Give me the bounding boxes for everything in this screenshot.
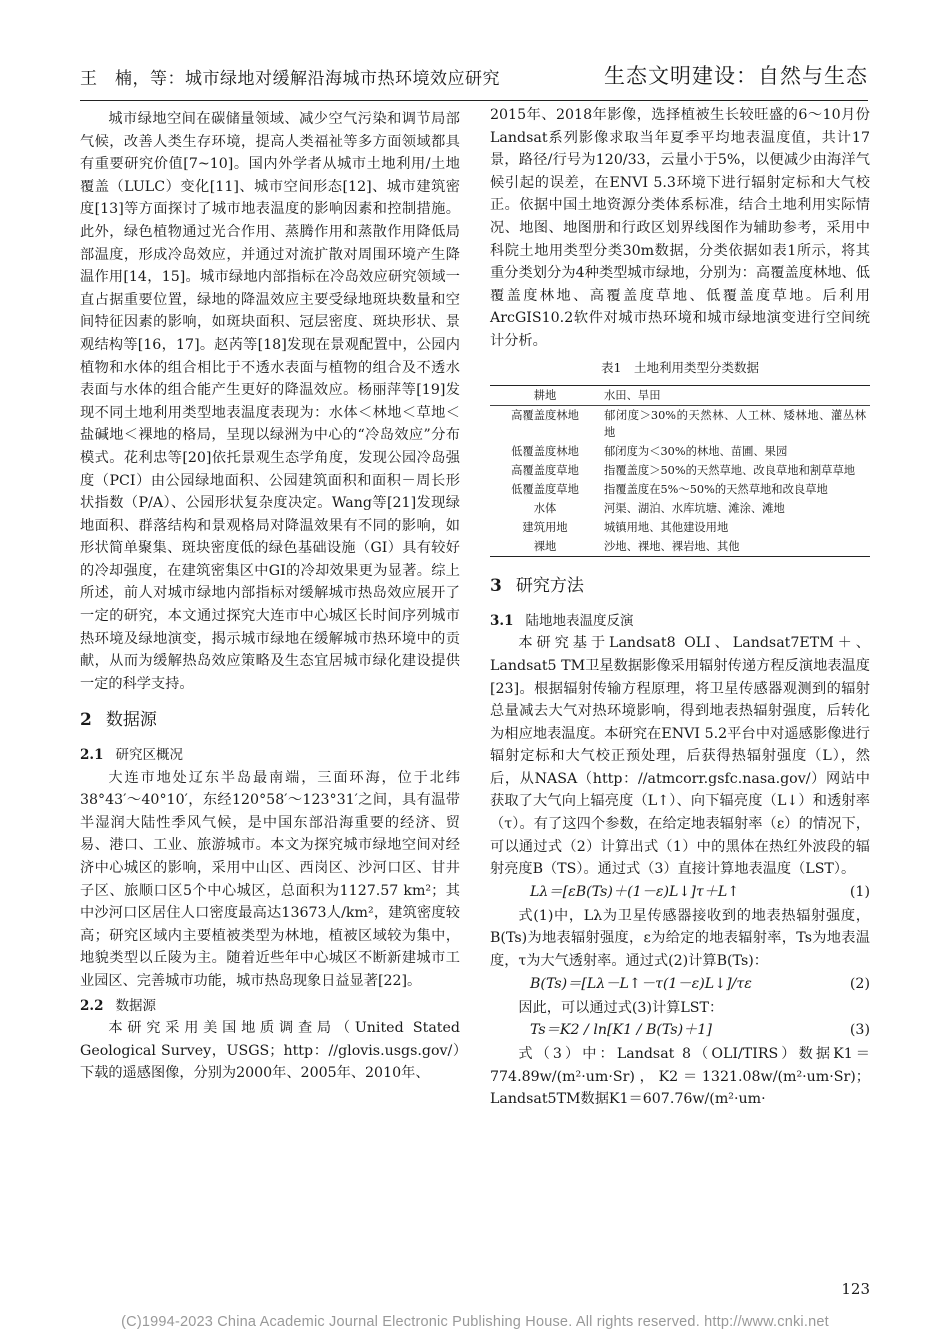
data-source-continued: 2015年、2018年影像，选择植被生长较旺盛的6～10月份Landsat系列影像求取当年夏季平均地表温度值，共计17景，路径/行号为120/33，云量小于5%，以便减少由海洋气候引起的误差，在ENVI 5.3环境下进行辐射定标和大气校正。依据中国土地资源分类体系标准，结合土地利用实际情况、地图、地图册和行政区划界线图作为辅助参考，采用中科院土地用类型分类30m数据，分类依据如表1所示，将其重分类划分为4种类型城市绿地，分别为：高覆盖度林地、低覆盖度林地、高覆盖度草地、低覆盖度草地。后利用ArcGIS10.2软件对城市热环境和城市绿地演变进行空间统计分析。 bbox=[490, 107, 870, 349]
section-3-title: 研究方法 bbox=[515, 576, 584, 597]
table-row bbox=[490, 518, 870, 537]
table-row bbox=[490, 480, 870, 499]
subsection-2-2-heading bbox=[80, 995, 460, 1018]
table-row bbox=[490, 461, 870, 480]
land-use-type-cell: 高覆盖度草地 bbox=[511, 464, 579, 478]
page-number: 123 bbox=[841, 1280, 870, 1298]
right-column bbox=[490, 104, 870, 1111]
equation-1-explanation: 式(1)中，Lλ为卫星传感器接收到的地表热辐射强度，B(Ts)为地表辐射强度，ε为给定的地表辐射率，Ts为地表温度，τ为大气透射率。通过式(2)计算B(Ts)： bbox=[490, 907, 870, 970]
equation-2-number: (2) bbox=[849, 975, 870, 992]
study-area-paragraph: 大连市地处辽东半岛最南端，三面环海，位于北纬38°43′～40°10′，东经120°58′～123°31′之间，具有温带半湿润大陆性季风气候，是中国东部沿海重要的经济、贸易、港口、工业、旅游城市。本文为探究城市绿地空间对经济中心城区的影响，采用中山区、西岗区、沙河口区、甘井子区、旅顺口区5个中心城区，总面积为1127.57 km²；其中沙河口区居住人口密度最高达13673人/km²，建筑密度较高；研究区域内主要植被类型为林地，植被区域较为集中，地貌类型以丘陵为主。随着近些年中心城区不断新建城市工业园区、完善城市功能，城市热岛现象日益显著[22]。 bbox=[80, 769, 460, 989]
equation-3 bbox=[490, 1019, 870, 1043]
land-use-description-cell: 指覆盖度在5%～50%的天然草地和改良草地 bbox=[604, 483, 828, 497]
equation-3-explanation: 式（3）中：Landsat 8（OLI/TIRS）数据K1＝774.89w/(m²·um·Sr)，K2＝1321.08w/(m²·um·Sr)；Landsat5TM数据K1＝607.76w/(m²·um· bbox=[490, 1046, 870, 1108]
land-use-description-cell: 城镇用地、其他建设用地 bbox=[604, 521, 729, 535]
section-3-number: 3 bbox=[490, 576, 502, 597]
table-row bbox=[490, 386, 870, 406]
equation-1 bbox=[490, 881, 870, 905]
subsection-2-1-title: 研究区概况 bbox=[115, 747, 183, 764]
left-column bbox=[80, 104, 460, 1085]
section-2-heading bbox=[80, 709, 460, 732]
header-journal-section: 生态文明建设：自然与生态 bbox=[604, 64, 868, 88]
land-use-type-cell: 耕地 bbox=[490, 386, 600, 406]
land-use-type-cell: 低覆盖度草地 bbox=[511, 483, 579, 497]
equation-2-explanation: 因此，可以通过式(3)计算LST： bbox=[518, 999, 724, 1016]
section-2-number: 2 bbox=[80, 710, 92, 731]
subsection-2-1-number: 2.1 bbox=[80, 747, 104, 764]
lst-method-paragraph: 本研究基于Landsat8 OLI、Landsat7ETM＋、Landsat5 TM卫星数据影像采用辐射传递方程反演地表温度[23]。根据辐射传输方程原理，将卫星传感器观测到的辐射总量减去大气对热环境影响，得到地表热辐射强度，后转化为相应地表温度。本研究在ENVI 5.2平台中对遥感影像进行辐射定标和大气校正预处理，后获得热辐射强度（L），然后，从NASA（http：//atmcorr.gsfc.nasa.gov/）网站中获取了大气向上辐亮度（L↑）、向下辐亮度（L↓）和透射率（τ）。有了这四个参数，在给定地表辐射率（ε）的情况下，可以通过式（2）计算出式（1）中的黑体在热红外波段的辐射亮度B（TS）。通过式（3）直接计算地表温度（LST）。 bbox=[490, 635, 870, 878]
equation-3-expression: Ts＝K2 / ln[K1 / B(Ts)＋1] bbox=[530, 1022, 712, 1039]
land-use-description-cell: 郁闭度＞30%的天然林、人工林、矮林地、灌丛林地 bbox=[604, 409, 866, 440]
land-use-type-cell: 建筑用地 bbox=[522, 521, 568, 535]
table-row bbox=[490, 537, 870, 557]
table-row bbox=[490, 442, 870, 461]
running-header bbox=[80, 58, 868, 101]
equation-1-expression: Lλ＝[εB(Ts)＋(1－ε)L↓]τ＋L↑ bbox=[530, 883, 740, 900]
land-use-description-cell: 沙地、裸地、裸岩地、其他 bbox=[600, 537, 870, 557]
section-3-heading bbox=[490, 575, 870, 598]
section-2-title: 数据源 bbox=[105, 710, 157, 731]
land-use-type-cell: 裸地 bbox=[490, 537, 600, 557]
equation-2-expression: B(Ts)＝[Lλ－L↑－τ(1－ε)L↓]/τε bbox=[530, 975, 752, 992]
subsection-2-1-heading bbox=[80, 744, 460, 767]
land-use-table bbox=[490, 385, 870, 557]
table-1-caption: 表1 土地利用类型分类数据 bbox=[601, 359, 759, 375]
data-source-paragraph: 本研究采用美国地质调查局（United Stated Geological Survey，USGS；http：//glovis.usgs.gov/）下载的遥感图像，分别为2000年、2005年、2010年、 bbox=[80, 1020, 460, 1082]
land-use-type-cell: 低覆盖度林地 bbox=[511, 445, 579, 459]
subsection-3-1-number: 3.1 bbox=[490, 612, 514, 629]
subsection-2-2-title: 数据源 bbox=[115, 997, 156, 1014]
land-use-type-cell: 水体 bbox=[533, 502, 557, 516]
equation-2 bbox=[490, 973, 870, 997]
land-use-type-cell: 高覆盖度林地 bbox=[511, 409, 579, 423]
header-article-title: 王 楠，等：城市绿地对缓解沿海城市热环境效应研究 bbox=[80, 69, 500, 89]
subsection-3-1-heading bbox=[490, 610, 870, 633]
copyright-footer: (C)1994-2023 China Academic Journal Electronic Publishing House. All rights reserved. http://www.cnki.net bbox=[121, 1314, 829, 1330]
equation-1-number: (1) bbox=[849, 883, 870, 900]
table-row bbox=[490, 406, 870, 443]
subsection-2-2-number: 2.2 bbox=[80, 997, 104, 1014]
land-use-description-cell: 郁闭度为＜30%的林地、苗圃、果园 bbox=[604, 445, 788, 459]
land-use-description-cell: 指覆盖度＞50%的天然草地、改良草地和割草草地 bbox=[604, 464, 856, 478]
land-use-description-cell: 水田、旱田 bbox=[600, 386, 870, 406]
land-use-description-cell: 河渠、湖泊、水库坑塘、滩涂、滩地 bbox=[604, 502, 785, 516]
subsection-3-1-title: 陆地地表温度反演 bbox=[525, 612, 634, 629]
equation-3-number: (3) bbox=[849, 1022, 870, 1039]
table-row bbox=[490, 499, 870, 518]
intro-paragraph: 城市绿地空间在碳储量领域、减少空气污染和调节局部气候，改善人类生存环境，提高人类福祉等多方面领域都具有重要研究价值[7~10]。国内外学者从城市土地利用/土地覆盖（LULC）变化[11]、城市空间形态[12]、城市建筑密度[13]等方面探讨了城市地表温度的影响因素和控制措施。此外，绿色植物通过光合作用、蒸腾作用和蒸散作用降低局部温度，形成冷岛效应，并通过对流扩散对周围环境产生降温作用[14，15]。城市绿地内部指标在冷岛效应研究领域一直占据重要位置，绿地的降温效应主要受绿地斑块数量和空间特征因素的影响，如斑块面积、冠层密度、斑块形状、景观结构等[16，17]。赵芮等[18]发现在景观配置中，公园内植物和水体的组合相比于不透水表面与植物的组合及不透水表面与水体的组合能产生更好的降温效应。杨丽萍等[19]发现不同土地利用类型地表温度表现为：水体＜林地＜草地＜盐碱地＜裸地的格局，呈现以绿洲为中心的“冷岛效应”分布模式。花利忠等[20]依托景观生态学角度，发现公园冷岛强度（PCI）由公园绿地面积、公园建筑面积和面积－周长形状指数（P/A）、公园形状复杂度决定。Wang等[21]发现绿地面积、群落结构和景观格局对降温效果有不同的影响，如形状简单聚集、斑块密度低的绿色基础设施（GI）具有较好的冷却强度，在建筑密集区中GI的冷却效果更为显著。综上所述，前人对城市绿地内部指标对缓解城市热岛效应展开了一定的研究，本文通过探究大连市中心城区长时间序列城市热环境及绿地演变，揭示城市绿地在缓解城市热环境中的贡献，从而为缓解热岛效应策略及生态宜居城市绿化建设提供一定的科学支持。 bbox=[80, 111, 460, 692]
